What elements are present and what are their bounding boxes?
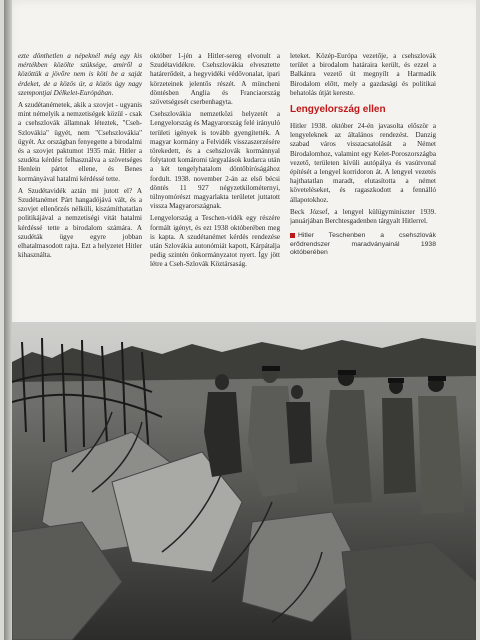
- text-column-3: [290, 52, 436, 344]
- caption-bullet-icon: [290, 233, 295, 238]
- historical-photo: [12, 322, 476, 640]
- body-paragraph: Beck József, a lengyel külügyminiszter 1939. januárjában Berchtesgadenben tárgyalt Hitlerrel.: [290, 207, 436, 226]
- body-paragraph: A szudétanémetek, akik a szovjet - ugyanis mint némelyik a nemzetiségek közül - csak a csehszlovák államnak léteztek, "Cseh-Szlovákia" ügyét, nem "Csehszlovákia" ügyét. Az országban fenyegette a birodalmi és a szovjet paktumot 1935 már. Hitler a szudéta kérdést felhasználva a szövetséges Henlein pártot ellene, és Benes kormányával hatalmi kérdéssé tette.: [18, 101, 142, 183]
- body-paragraph: Lengyelország a Teschen-vidék egy részére formált igényt, és ezt 1938 októberében meg is kapta. A szudétanémet kérdés rendezése után Szlovákia autonómiát kapott, Kárpátalja pedig szintén önkormányzatot nyert. Így jött létre a Cseh-Szlovák Köztársaság.: [150, 214, 280, 269]
- text-column-1: [18, 52, 142, 348]
- body-paragraph: leteket. Közép-Európa vezetője, a csehszlovák terület a birodalom határaira került, és ezzel a Balkánra vezető út megnyílt a Harmadik Birodalom előtt, mely a gazdasági és politikai behatolás útját kereste.: [290, 52, 436, 97]
- body-paragraph: Hitler 1938. október 24-én javasolta először a lengyeleknek az általános rendezést. Danzig szabad város visszacsatolását a Német Birodalomhoz, valamint egy Kelet-Poroszországba vezető, területen kívüli autópálya és vasútvonal építését a lengyel korridoron át. A lengyel vezetés hajthatatlan maradt, elutasította a német követeléseket, és ragaszkodott a fennálló állapotokhoz.: [290, 122, 436, 204]
- body-paragraph: október 1-jén a Hitler-sereg elvonult a Szudétavidékre. Csehszlovákia elvesztette határerődeit, a hegyvidéki védővonalat, ipari körzeteinek jelentős részét. A müncheni döntésben Anglia és Franciaország szövetségesét cserbenhagyta.: [150, 52, 280, 107]
- caption-text: Hitler Teschenben a csehszlovák erődrendszer maradványainál 1938 októberében: [290, 232, 436, 257]
- text-column-2: [150, 52, 280, 352]
- intro-italic-text: ezte dönthetlen a népeknél még egy kis mértékben közölte szüksége, amiről a közöttük a jövőre nem is köti be a saját érdeket, de a közös úr, a közös ügy nagy szempontjai Délkelet-Európában.: [18, 52, 142, 97]
- body-paragraph: A Szudétavidék aztán mi jutott el? A Szudétanémet Párt hangadójává vált, és a szovjet ellenőrzés nélküli, kiszámíthatatlan politikájával a nemzetiségi vitát hatalmi kérdéssé tette a birodalom számára. A szudéták ügye egyre jobban elhatalmasodott rajta. Ezt a helyzetet Hitler kihasználta.: [18, 186, 142, 260]
- body-paragraph: Csehszlovákia nemzetközi helyzetét a Lengyelország és Magyarország felé irányuló területi igények is tovább gyengítették. A magyar kormány a Felvidék visszaszerzésére törekedett, és a csehszlovák kormánnyal folytatott komáromi tárgyalások kudarca után a két tengelyhatalom döntőbíróságához fordult. 1938. november 2-án az első bécsi döntés 11 927 négyzetkilométernyi, túlnyomórészt magyarlakta területet juttatott vissza Magyarországnak.: [150, 110, 280, 211]
- section-subheading: Lengyelország ellen: [290, 104, 386, 116]
- magazine-page: [4, 0, 476, 640]
- photo-caption: [290, 232, 436, 258]
- page-binding-edge: [4, 0, 12, 640]
- photo-illustration: [12, 322, 476, 640]
